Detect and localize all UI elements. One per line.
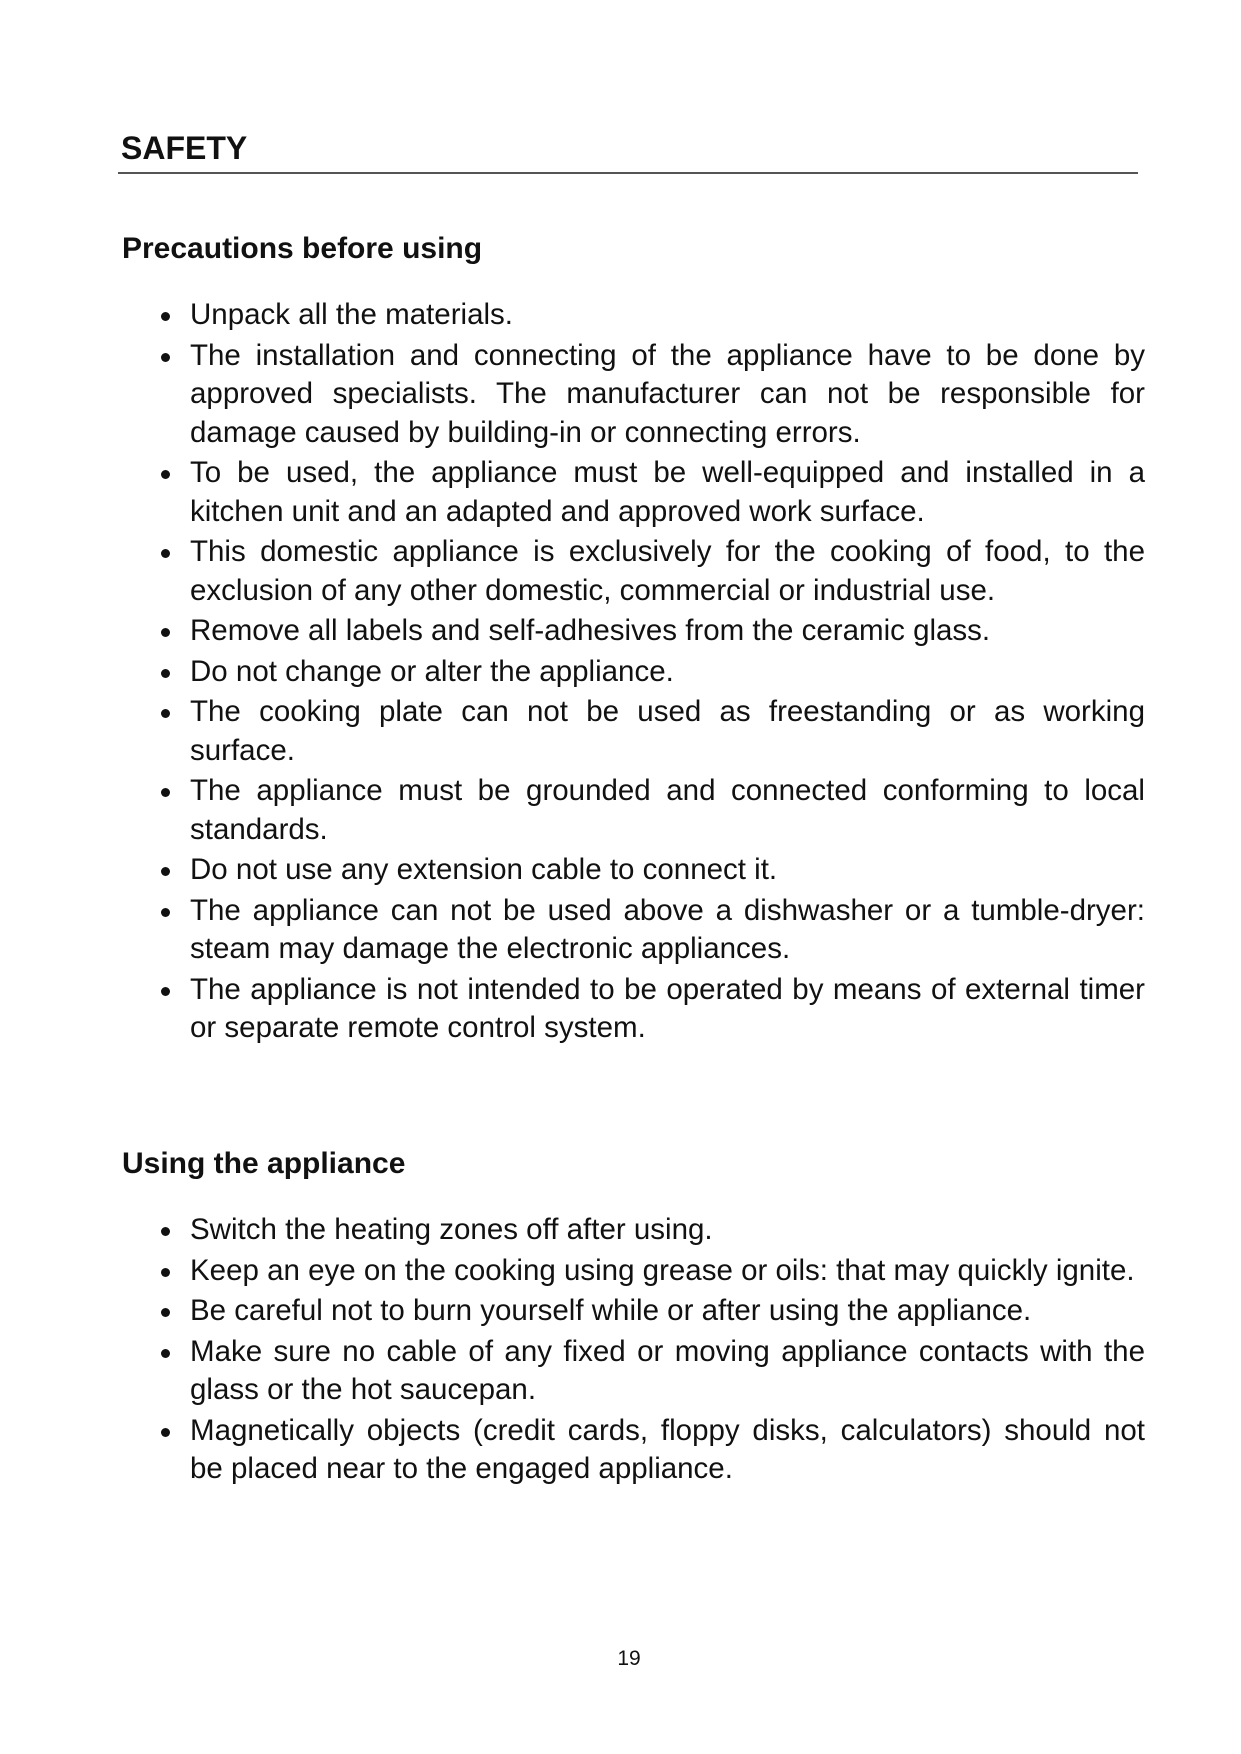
list-item: Be careful not to burn yourself while or after using the appliance.	[190, 1292, 1145, 1331]
list-item: Remove all labels and self-adhesives from the ceramic glass.	[190, 612, 1145, 651]
using-list	[190, 1211, 1145, 1491]
list-item: Keep an eye on the cooking using grease or oils: that may quickly ignite.	[190, 1252, 1145, 1291]
precautions-list	[190, 296, 1145, 1050]
page-number: 19	[617, 1647, 641, 1670]
list-item: The appliance is not intended to be operated by means of external timer or separate remote control system.	[190, 971, 1145, 1048]
list-item: The cooking plate can not be used as freestanding or as working surface.	[190, 693, 1145, 770]
list-item: This domestic appliance is exclusively for the cooking of food, to the exclusion of any other domestic, commercial or industrial use.	[190, 533, 1145, 610]
page-title: SAFETY	[121, 130, 248, 166]
list-item: Magnetically objects (credit cards, floppy disks, calculators) should not be placed near to the engaged appliance.	[190, 1412, 1145, 1489]
list-item: Switch the heating zones off after using.	[190, 1211, 1145, 1250]
list-item: Do not change or alter the appliance.	[190, 653, 1145, 692]
list-item: The installation and connecting of the appliance have to be done by approved specialists. The manufacturer can not be responsible for damage caused by building-in or connecting errors.	[190, 337, 1145, 453]
list-item: The appliance can not be used above a dishwasher or a tumble-dryer: steam may damage the electronic appliances.	[190, 892, 1145, 969]
list-item: Unpack all the materials.	[190, 296, 1145, 335]
section-heading-using: Using the appliance	[122, 1147, 406, 1180]
list-item: To be used, the appliance must be well-equipped and installed in a kitchen unit and an adapted and approved work surface.	[190, 454, 1145, 531]
list-item: Make sure no cable of any fixed or moving appliance contacts with the glass or the hot saucepan.	[190, 1333, 1145, 1410]
title-divider	[118, 172, 1138, 174]
section-heading-precautions: Precautions before using	[122, 232, 483, 265]
list-item: Do not use any extension cable to connect it.	[190, 851, 1145, 890]
list-item: The appliance must be grounded and connected conforming to local standards.	[190, 772, 1145, 849]
